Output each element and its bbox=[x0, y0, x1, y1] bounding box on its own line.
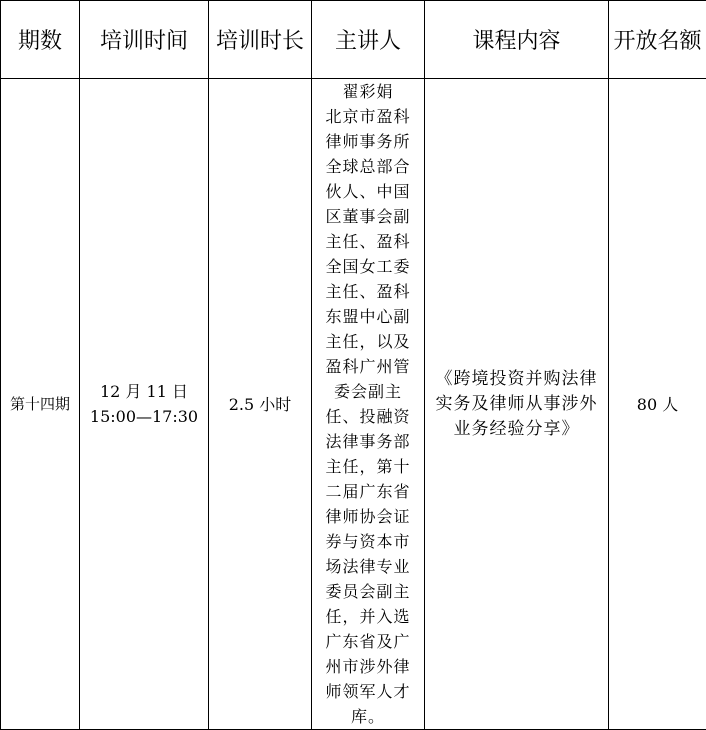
speaker-bio-line: 委员会副主 bbox=[325, 582, 411, 601]
header-speaker: 主讲人 bbox=[312, 1, 425, 79]
training-time-range: 15:00—17:30 bbox=[89, 407, 199, 426]
speaker-bio-line: 师领军人才 bbox=[325, 682, 411, 701]
speaker-bio bbox=[312, 79, 424, 729]
course-content-cell bbox=[425, 79, 609, 730]
course-title: 《跨境投资并购法律实务及律师从事涉外业务经验分享》 bbox=[435, 368, 598, 439]
speaker-bio-line: 主任、盈科 bbox=[325, 232, 411, 251]
speaker-bio-line: 二届广东省 bbox=[325, 482, 411, 501]
duration-cell bbox=[209, 79, 312, 730]
speaker-bio-line: 任、投融资 bbox=[325, 407, 411, 426]
speaker-bio-line: 全球总部合 bbox=[325, 157, 411, 176]
duration-text: 2.5 小时 bbox=[228, 394, 292, 414]
speaker-cell bbox=[312, 79, 425, 730]
speaker-bio-line: 库。 bbox=[350, 707, 385, 726]
speaker-bio-line: 法律事务部 bbox=[325, 432, 411, 451]
speaker-bio-line: 任，并入选 bbox=[325, 607, 411, 626]
header-period: 期数 bbox=[1, 1, 80, 79]
speaker-bio-line: 主任，第十 bbox=[325, 457, 411, 476]
training-date: 12 月 11 日 bbox=[100, 382, 188, 401]
speaker-bio-line: 东盟中心副 bbox=[325, 307, 411, 326]
speaker-bio-line: 主任、盈科 bbox=[325, 282, 411, 301]
speaker-bio-line: 律师事务所 bbox=[325, 132, 411, 151]
speaker-bio-line: 场法律专业 bbox=[325, 557, 411, 576]
header-training-time: 培训时间 bbox=[80, 1, 209, 79]
open-quota-text: 80 人 bbox=[636, 394, 679, 414]
speaker-bio-line: 翟彩娟 bbox=[342, 82, 394, 101]
speaker-bio-line: 主任，以及 bbox=[325, 332, 411, 351]
speaker-bio-line: 全国女工委 bbox=[325, 257, 411, 276]
open-quota-cell bbox=[609, 79, 706, 730]
header-row bbox=[1, 1, 706, 79]
period-text: 第十四期 bbox=[9, 394, 70, 413]
header-course-content: 课程内容 bbox=[425, 1, 609, 79]
period-cell bbox=[1, 79, 80, 730]
training-time-cell bbox=[80, 79, 209, 730]
table-row bbox=[1, 79, 706, 730]
speaker-bio-line: 区董事会副 bbox=[325, 207, 411, 226]
header-training-duration: 培训时长 bbox=[209, 1, 312, 79]
speaker-bio-line: 伙人、中国 bbox=[325, 182, 411, 201]
speaker-bio-line: 北京市盈科 bbox=[325, 107, 411, 126]
speaker-bio-line: 州市涉外律 bbox=[325, 657, 411, 676]
speaker-bio-line: 委会副主 bbox=[333, 382, 402, 401]
header-open-quota: 开放名额 bbox=[609, 1, 706, 79]
speaker-bio-line: 律师协会证 bbox=[325, 507, 411, 526]
speaker-bio-line: 广东省及广 bbox=[325, 632, 411, 651]
speaker-bio-line: 盈科广州管 bbox=[325, 357, 411, 376]
speaker-bio-line: 券与资本市 bbox=[325, 532, 411, 551]
